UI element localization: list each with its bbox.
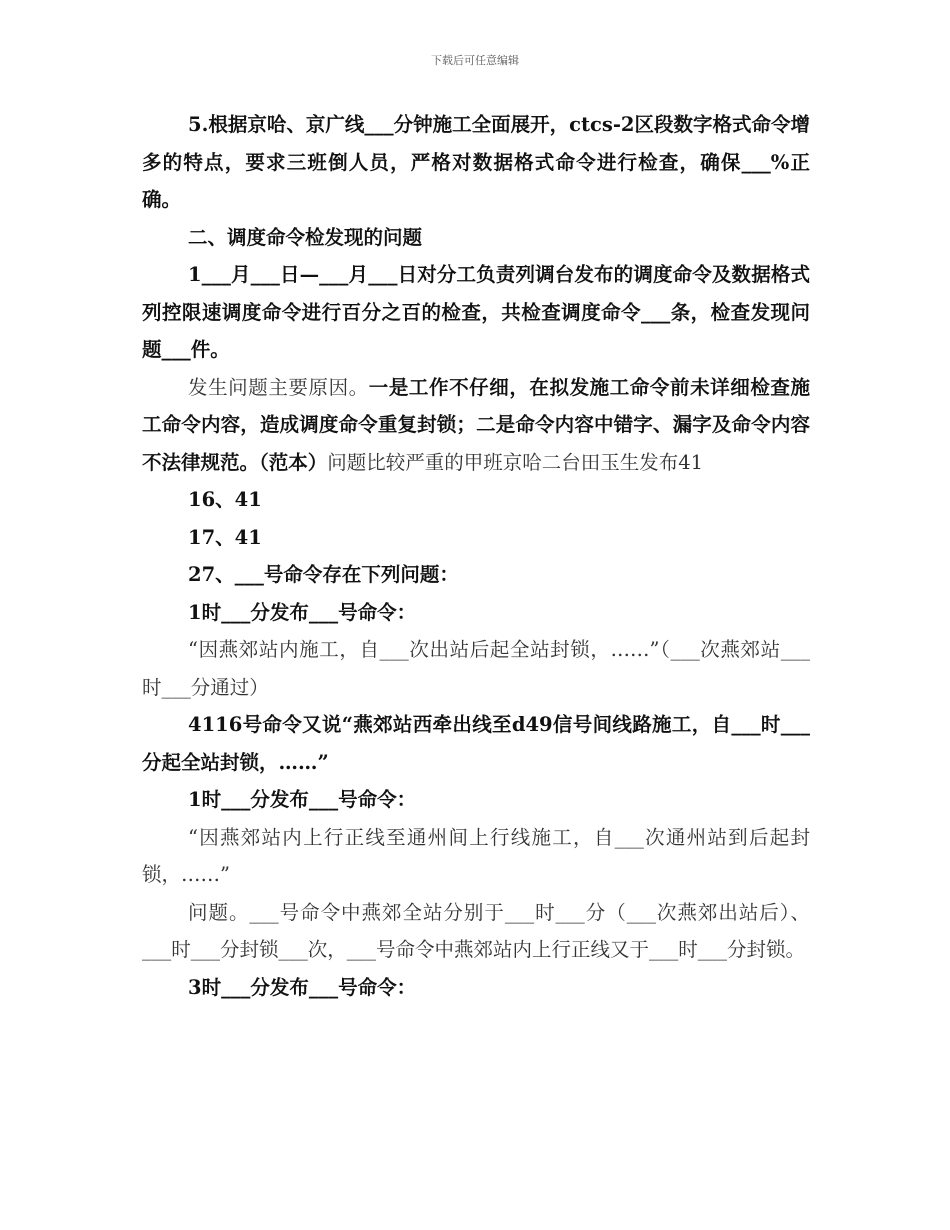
order-quote: “因燕郊站内施工，自___次出站后起全站封锁，……”（___次燕郊站___时___分通过） [142,638,810,699]
causes-detail: 一是工作不仔细，在拟发施工命令前未详细检查施工命令内容，造成调度命令重复封锁；二是命令内容中错字、漏字及命令内容不法律规范。（范本） [142,375,810,474]
list-item: 17、41 [188,525,262,549]
list-item: 16、41 [188,488,262,511]
order-issue-line: 1时___分发布___号命令： [188,600,417,624]
paragraph-problem-analysis: 问题。___号命令中燕郊全站分别于___时___分（___次燕郊出站后）、___时___分封锁___次，___号命令中燕郊站内上行正线又于___时___分封锁。 [142,900,810,961]
paragraph-causes [142,369,810,482]
paragraph-inspection-summary: 1___月___日—___月___日对分工负责列调台发布的调度命令及数据格式列控限速调度命令进行百分之百的检查，共检查调度命令___条，检查发现问题___件。 [142,263,810,361]
paragraph-item-5: 5.根据京哈、京广线___分钟施工全面展开，ctcs-2区段数字格式命令增多的特点，要求三班倒人员，严格对数据格式命令进行检查，确保___%正确。 [142,113,811,211]
causes-tail: 问题比较严重的甲班京哈二台田玉生发布41 [327,450,704,474]
order-4116-text: 4116号命令又说“燕郊站西牵出线至d49信号间线路施工，自___时___分起全站封锁，……” [142,713,810,774]
paragraph-order-issues: 27、___号命令存在下列问题： [188,563,459,586]
order-issue-line: 3时___分发布___号命令： [188,975,417,999]
order-quote: “因燕郊站内上行正线至通州间上行线施工，自___次通州站到后起封锁，……” [142,825,810,886]
section-heading: 二、调度命令检发现的问题 [188,225,423,249]
document-body [142,106,810,1006]
order-issue-line: 1时___分发布___号命令： [188,788,417,811]
causes-lead: 发生问题主要原因。 [188,375,369,399]
page-header: 下载后可任意编辑 [431,54,519,67]
